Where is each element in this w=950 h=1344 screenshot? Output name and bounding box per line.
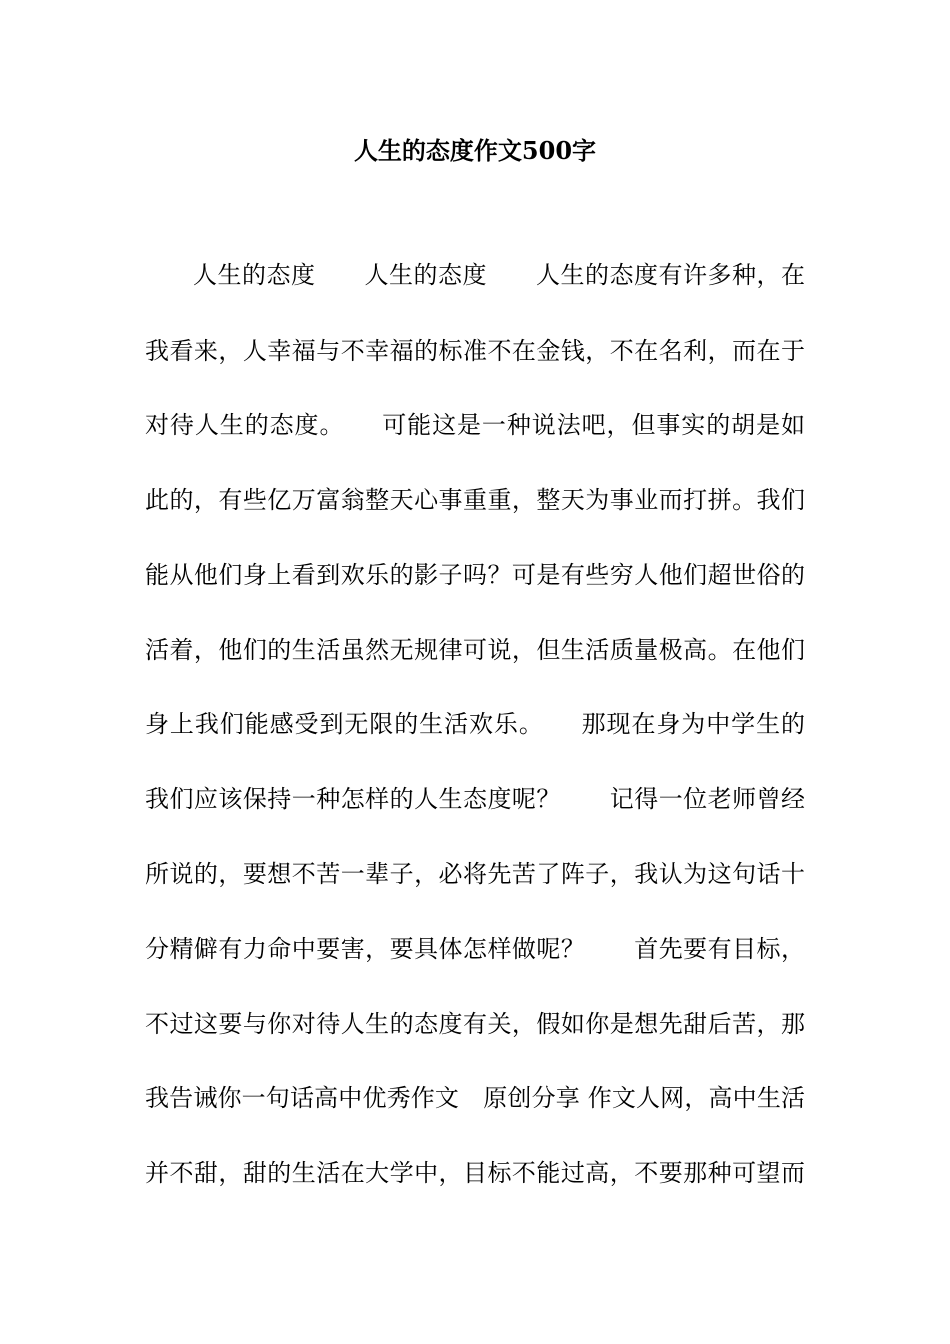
text-line: 我看来，人幸福与不幸福的标准不在金钱，不在名利，而在于 — [145, 337, 805, 365]
text-line: 人生的态度 人生的态度 人生的态度有许多种，在 — [193, 261, 805, 289]
text-line: 我告诫你一句话高中优秀作文 原创分享 作文人网，高中生活 — [145, 1084, 805, 1112]
document-title: 人生的态度作文500字 — [353, 136, 597, 165]
text-line: 不过这要与你对待人生的态度有关，假如你是想先甜后苦，那 — [145, 1010, 805, 1038]
text-line: 我们应该保持一种怎样的人生态度呢？ 记得一位老师曾经 — [145, 785, 805, 813]
text-line: 此的，有些亿万富翁整天心事重重，整天为事业而打拼。我们 — [145, 486, 805, 514]
text-line: 能从他们身上看到欢乐的影子吗？可是有些穷人他们超世俗的 — [145, 561, 805, 589]
text-line: 所说的，要想不苦一辈子，必将先苦了阵子，我认为这句话十 — [145, 860, 805, 888]
text-line: 活着，他们的生活虽然无规律可说，但生活质量极高。在他们 — [145, 636, 805, 664]
text-line: 分精僻有力命中要害，要具体怎样做呢？ 首先要有目标， — [145, 935, 805, 963]
text-line: 身上我们能感受到无限的生活欢乐。 那现在身为中学生的 — [145, 710, 805, 738]
text-line: 并不甜，甜的生活在大学中，目标不能过高，不要那种可望而 — [145, 1159, 805, 1187]
text-line: 对待人生的态度。 可能这是一种说法吧，但事实的胡是如 — [145, 411, 805, 439]
